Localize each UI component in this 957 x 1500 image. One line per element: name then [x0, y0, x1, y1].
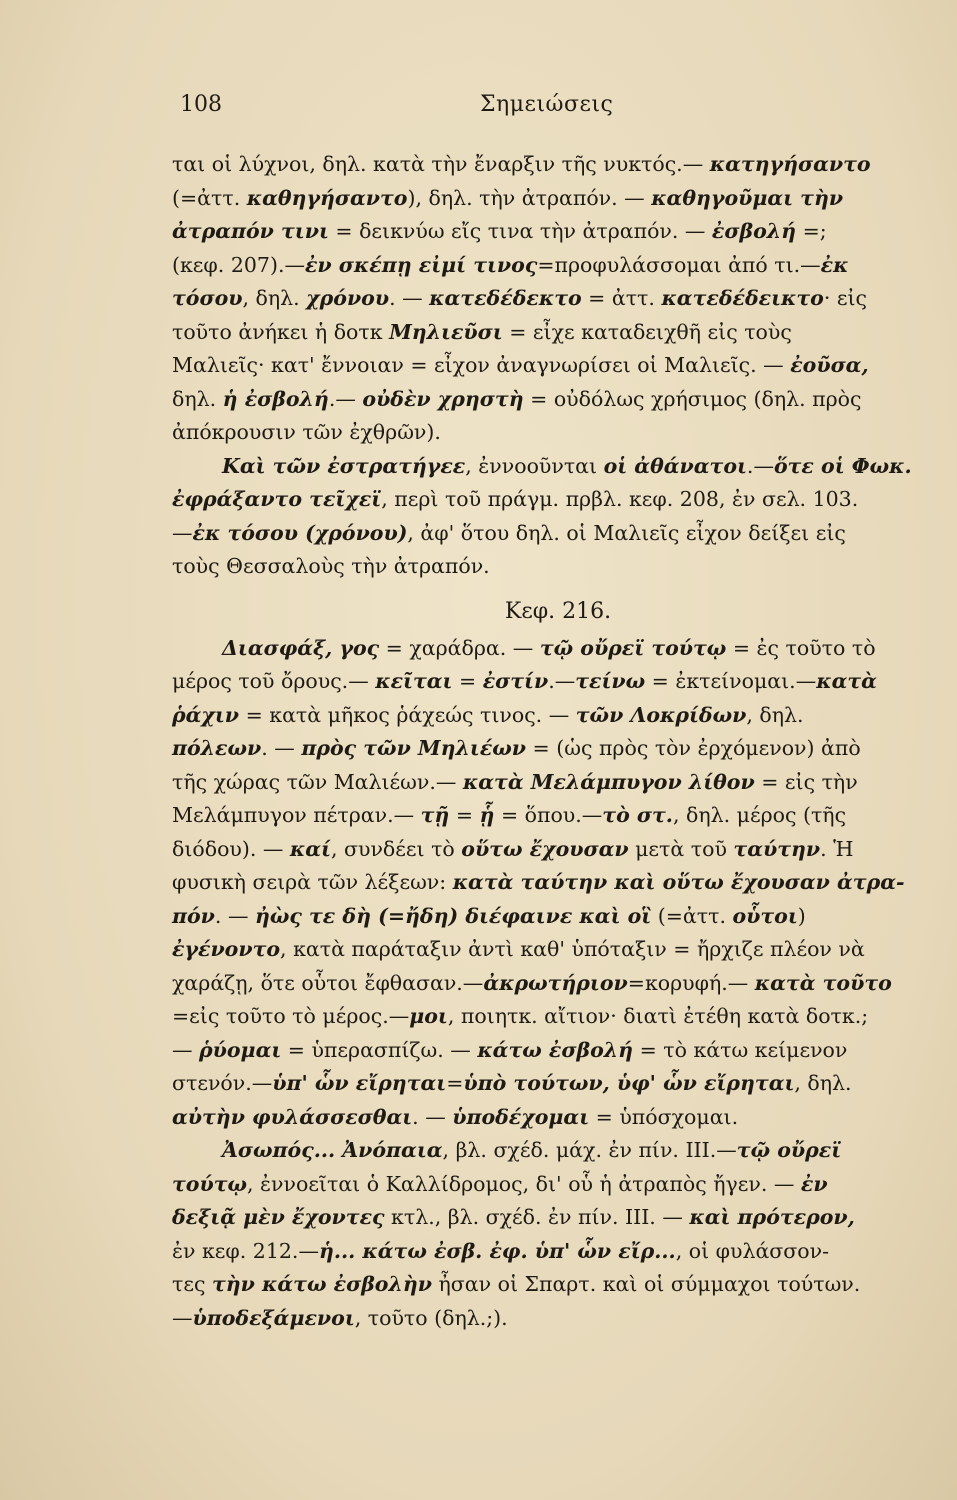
- gloss-text: , ἐννοεῖται ὁ Καλλίδρομος, δι' οὗ ἡ ἀτραπὸς ἤγεν. —: [247, 1171, 801, 1196]
- lemma-term: ἀκρωτήριον: [483, 970, 628, 995]
- gloss-text: = ὅπου.—: [494, 803, 603, 827]
- lemma-term: κατεδέδεκτο: [429, 286, 582, 310]
- lemma-term: τόσου: [172, 286, 243, 310]
- gloss-text: .—: [328, 386, 363, 411]
- lemma-term: ἀτραπόν τινι: [172, 219, 329, 243]
- gloss-text: . —: [412, 1104, 453, 1129]
- gloss-text: ): [797, 903, 806, 928]
- lemma-term: ἐστίν: [482, 669, 549, 693]
- lemma-term: ταύτην: [733, 836, 821, 861]
- paragraph-block-a: [172, 148, 924, 584]
- text-line: [172, 766, 924, 800]
- running-title: Σημειώσεις: [480, 92, 614, 117]
- lemma-term: ὑπ' ὧν εἴρηται: [272, 1071, 447, 1095]
- lemma-term: κατὰ ταύτην καὶ οὕτω ἔχουσαν ἀτρα-: [452, 870, 905, 894]
- gloss-text: ἦσαν οἱ Σπαρτ. καὶ οἱ σύμμαχοι τούτων.: [431, 1272, 861, 1296]
- gloss-text: , τοῦτο (δηλ.;).: [354, 1305, 508, 1330]
- gloss-text: δηλ.: [172, 386, 223, 411]
- gloss-text: = ὑπερασπίζω. —: [281, 1037, 478, 1062]
- lemma-term: κεῖται: [375, 669, 453, 693]
- gloss-text: κτλ., βλ. σχέδ. ἐν πίν. III. —: [384, 1205, 690, 1229]
- gloss-text: = δεικνύω εἴς τινα τὴν ἀτραπόν. —: [328, 219, 712, 243]
- gloss-text: = εἰς τὴν: [754, 769, 858, 794]
- gloss-text: ), δηλ. τὴν ἀτραπόν. —: [407, 185, 652, 210]
- gloss-text: = κατὰ μῆκος ῥάχεώς τινος. —: [239, 702, 576, 727]
- lemma-term: ῥύομαι: [199, 1037, 282, 1062]
- gloss-text: —: [172, 1305, 193, 1330]
- gloss-text: (=ἀττ.: [651, 903, 733, 928]
- lemma-term: μοι: [409, 1004, 448, 1028]
- text-line: [172, 1302, 924, 1336]
- lemma-term: καθηγοῦμαι τὴν: [651, 185, 844, 210]
- paragraph-block-b: [172, 632, 924, 1135]
- lemma-term: ἐφράξαντο τεῖχεϊ: [172, 487, 382, 511]
- gloss-text: = ἐκτείνομαι.—: [645, 669, 817, 693]
- gloss-text: =εἰς τοῦτο τὸ μέρος.—: [172, 1004, 410, 1028]
- gloss-text: = ἐς τοῦτο τὸ: [726, 635, 876, 660]
- text-line: [172, 483, 924, 517]
- gloss-text: —: [172, 520, 193, 545]
- lemma-term: τείνω: [575, 669, 646, 693]
- text-line: [172, 416, 924, 450]
- lemma-term: οὕτω ἔχουσαν: [461, 836, 629, 861]
- lemma-term: τῇ: [420, 803, 450, 827]
- text-line: [172, 550, 924, 584]
- lemma-term: ᾗ: [479, 803, 495, 827]
- gloss-text: . —: [214, 903, 255, 928]
- gloss-text: διόδου). —: [172, 836, 290, 861]
- gloss-text: Μαλιεῖς· κατ' ἔννοιαν = εἶχον ἀναγνωρίσει οἱ Μαλιεῖς. —: [172, 353, 791, 377]
- gloss-text: , δηλ.: [242, 286, 307, 310]
- chapter-heading: Κεφ. 216.: [504, 598, 612, 624]
- gloss-text: = οὐδόλως χρήσιμος (δηλ. πρὸς: [523, 386, 862, 411]
- gloss-text: , βλ. σχέδ. μάχ. ἐν πίν. III.—: [442, 1138, 737, 1162]
- gloss-text: —: [172, 1037, 200, 1062]
- lemma-term: ἐν: [800, 1171, 828, 1196]
- lemma-term: ὅτε οἱ Φωκ.: [773, 453, 912, 478]
- text-line: [172, 967, 924, 1001]
- lemma-term: ἐκ τόσου (χρόνου): [192, 520, 408, 545]
- gloss-text: , ποιητκ. αἴτιον· διατὶ ἐτέθη κατὰ δοτκ.;: [447, 1004, 869, 1028]
- lemma-term: χρόνου: [306, 286, 390, 310]
- lemma-term: κάτω ἐσβολή: [477, 1037, 634, 1062]
- lemma-term: δεξιᾷ μὲν ἔχοντες: [172, 1205, 385, 1229]
- gloss-text: ἀπόκρουσιν τῶν ἐχθρῶν).: [172, 420, 441, 444]
- gloss-text: = χαράδρα. —: [379, 635, 540, 660]
- text-line: [172, 282, 924, 316]
- text-line: [172, 866, 924, 900]
- lemma-term: καθηγήσαντο: [246, 185, 408, 210]
- gloss-text: = ἀττ.: [581, 286, 662, 310]
- gloss-text: =: [446, 1071, 464, 1095]
- text-line: [172, 933, 924, 967]
- gloss-text: Μελάμπυγον πέτραν.—: [172, 803, 421, 827]
- running-header: [180, 92, 800, 126]
- gloss-text: μετὰ τοῦ: [628, 836, 734, 861]
- gloss-text: = (ὡς πρὸς τὸν ἐρχόμενον) ἀπὸ: [526, 736, 861, 760]
- gloss-text: .—: [548, 669, 576, 693]
- lemma-term: πόλεων: [172, 736, 262, 760]
- gloss-text: = εἶχε καταδειχθῆ εἰς τοὺς: [502, 319, 792, 344]
- body-text: [172, 148, 924, 1335]
- gloss-text: =: [449, 803, 480, 827]
- lemma-term: Καὶ τῶν ἐστρατήγεε: [222, 453, 466, 478]
- lemma-term: κατὰ Μελάμπυγον λίθον: [462, 769, 755, 794]
- lemma-term: ὑποδέχομαι: [452, 1104, 590, 1129]
- gloss-text: , περὶ τοῦ πράγμ. πρβλ. κεφ. 208, ἐν σελ. 103.: [381, 487, 859, 511]
- page-number: 108: [180, 92, 222, 117]
- gloss-text: = ὑπόσχομαι.: [589, 1104, 739, 1129]
- lemma-term: ἡ ἐσβολή: [222, 386, 329, 411]
- lemma-term: ἐοῦσα,: [790, 353, 869, 377]
- text-line: [172, 732, 924, 766]
- gloss-text: , δηλ.: [794, 1071, 852, 1095]
- lemma-term: ἐν σκέπῃ εἰμί τινος: [304, 252, 538, 277]
- lemma-term: ἠὼς τε δὴ (=ἤδη) διέφαινε καὶ οἳ: [254, 903, 652, 928]
- lemma-term: τῶν Λοκρίδων: [575, 702, 747, 727]
- text-line: [172, 249, 924, 283]
- lemma-term: Ἀσωπός... Ἀνόπαια: [222, 1138, 443, 1162]
- lemma-term: τὴν κάτω ἐσβολὴν: [211, 1272, 432, 1296]
- text-line: [172, 1268, 924, 1302]
- gloss-text: =προφυλάσσομαι ἀπό τι.—: [537, 252, 821, 277]
- lemma-term: ὑπὸ τούτων, ὑφ' ὧν εἴρηται: [463, 1071, 795, 1095]
- gloss-text: τοῦτο ἀνήκει ἡ δοτκ: [172, 319, 390, 344]
- text-line: [172, 632, 924, 666]
- text-line: [172, 450, 924, 484]
- gloss-text: ἐν κεφ. 212.—: [172, 1238, 319, 1263]
- text-line: [172, 148, 924, 182]
- lemma-term: ῥάχιν: [172, 702, 240, 727]
- gloss-text: = τὸ κάτω κείμενον: [633, 1037, 848, 1062]
- lemma-term: οὐδὲν χρηστὴ: [362, 386, 524, 411]
- gloss-text: τες: [172, 1272, 212, 1296]
- gloss-text: , δηλ.: [746, 702, 804, 727]
- gloss-text: . Ἡ: [820, 836, 854, 861]
- text-line: [172, 215, 924, 249]
- gloss-text: =;: [796, 219, 827, 243]
- text-line: [172, 1134, 924, 1168]
- lemma-term: ἐσβολή: [711, 219, 797, 243]
- lemma-term: ἐκ: [820, 252, 849, 277]
- text-line: [172, 1235, 924, 1269]
- text-line: [172, 1101, 924, 1135]
- gloss-text: · εἰς: [823, 286, 868, 310]
- paragraph-block-c: [172, 1134, 924, 1335]
- gloss-text: . —: [389, 286, 430, 310]
- lemma-term: καὶ πρότερον,: [689, 1205, 855, 1229]
- lemma-term: τῷ οὔρεϊ: [736, 1138, 842, 1162]
- lemma-term: Διασφάξ, γος: [222, 635, 380, 660]
- gloss-text: .—: [746, 453, 774, 478]
- text-line: [172, 517, 924, 551]
- lemma-term: καί: [289, 836, 331, 861]
- text-line: [172, 1067, 924, 1101]
- text-line: [172, 900, 924, 934]
- lemma-term: οἱ ἀθάνατοι: [603, 453, 747, 478]
- text-line: [172, 349, 924, 383]
- lemma-term: κατηγήσαντο: [709, 152, 871, 176]
- lemma-term: ἐγένοντο: [172, 937, 281, 961]
- lemma-term: ἡ... κάτω ἐσβ. ἐφ. ὑπ' ὧν εἴρ...: [318, 1238, 676, 1263]
- gloss-text: , οἱ φυλάσσον-: [675, 1238, 830, 1263]
- lemma-term: κατὰ τοῦτο: [754, 970, 892, 995]
- gloss-text: , δηλ. μέρος (τῆς: [672, 803, 847, 827]
- text-line: [172, 1034, 924, 1068]
- gloss-text: ται οἱ λύχνοι, δηλ. κατὰ τὴν ἔναρξιν τῆς νυκτός.—: [172, 152, 710, 176]
- text-line: [172, 383, 924, 417]
- gloss-text: τῆς χώρας τῶν Μαλιέων.—: [172, 769, 463, 794]
- gloss-text: τοὺς Θεσσαλοὺς τὴν ἀτραπόν.: [172, 554, 490, 578]
- text-line: [172, 182, 924, 216]
- gloss-text: =κορυφή.—: [627, 970, 755, 995]
- lemma-term: κατὰ: [816, 669, 877, 693]
- text-line: [172, 1000, 924, 1034]
- gloss-text: (=ἀττ.: [172, 185, 247, 210]
- lemma-term: τὸ στ.: [602, 803, 673, 827]
- lemma-term: κατεδέδεικτο: [661, 286, 824, 310]
- lemma-term: ὑποδεξάμενοι: [192, 1305, 355, 1330]
- text-line: [172, 665, 924, 699]
- lemma-term: τῷ οὔρεϊ τούτῳ: [539, 635, 727, 660]
- text-line: [172, 1201, 924, 1235]
- gloss-text: φυσικὴ σειρὰ τῶν λέξεων:: [172, 870, 453, 894]
- gloss-text: =: [452, 669, 483, 693]
- lemma-term: πρὸς τῶν Μηλιέων: [301, 736, 527, 760]
- text-line: [172, 833, 924, 867]
- text-line: [172, 1168, 924, 1202]
- gloss-text: , ἐννοοῦνται: [465, 453, 604, 478]
- lemma-term: Μηλιεῦσι: [389, 319, 503, 344]
- gloss-text: χαράζῃ, ὅτε οὗτοι ἔφθασαν.—: [172, 970, 484, 995]
- gloss-text: στενόν.—: [172, 1071, 273, 1095]
- text-line: [172, 316, 924, 350]
- gloss-text: , ἀφ' ὅτου δηλ. οἱ Μαλιεῖς εἶχον δείξει εἰς: [407, 520, 846, 545]
- gloss-text: , συνδέει τὸ: [330, 836, 462, 861]
- gloss-text: μέρος τοῦ ὄρους.—: [172, 669, 376, 693]
- lemma-term: αὐτὴν φυλάσσεσθαι: [172, 1104, 413, 1129]
- lemma-term: τούτῳ: [172, 1171, 248, 1196]
- text-line: [172, 699, 924, 733]
- gloss-text: , κατὰ παράταξιν ἀντὶ καθ' ὑπόταξιν = ἤρχιζε πλέον νὰ: [280, 937, 865, 961]
- gloss-text: . —: [261, 736, 302, 760]
- lemma-term: πόν: [172, 903, 215, 928]
- lemma-term: οὗτοι: [732, 903, 798, 928]
- gloss-text: (κεφ. 207).—: [172, 252, 305, 277]
- text-line: [172, 799, 924, 833]
